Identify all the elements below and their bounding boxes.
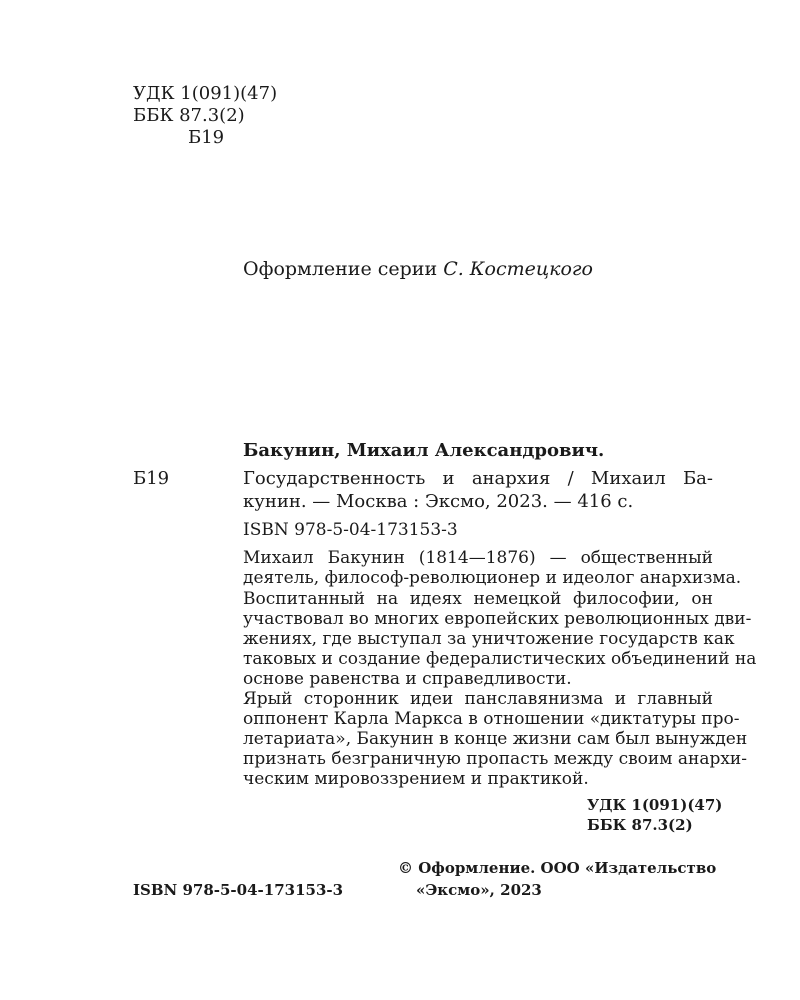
title-line-2: кунин. — Москва : Эксмо, 2023. — 416 с. <box>243 491 634 512</box>
annotation-line: участвовал во многих европейских революционных дви- <box>243 609 752 629</box>
annotation-line: летариата», Бакунин в конце жизни сам был вынужден <box>243 729 748 749</box>
author-heading: Бакунин, Михаил Александрович. <box>243 440 605 461</box>
annotation-line: Ярый сторонник идеи панславянизма и главный <box>243 689 713 709</box>
annotation-line: Михаил Бакунин (1814—1876) — общественный <box>243 548 713 568</box>
title-line-1: Государственность и анархия / Михаил Ба- <box>243 468 713 489</box>
annotation-line: жениях, где выступал за уничтожение государств как <box>243 629 735 649</box>
bbk-code-entry: ББК 87.3(2) <box>587 816 693 834</box>
annotation-line: оппонент Карла Маркса в отношении «диктатуры про- <box>243 709 740 729</box>
copyright-line-1: © Оформление. ООО «Издательство <box>398 859 717 877</box>
series-design-prefix: Оформление серии <box>243 258 438 280</box>
series-designer-name: С. Костецкого <box>443 258 593 280</box>
annotation-line: основе равенства и справедливости. <box>243 669 572 689</box>
copyright-line-2: «Эксмо», 2023 <box>416 881 542 899</box>
annotation-line: Воспитанный на идеях немецкой философии, он <box>243 589 713 609</box>
author-mark-top: Б19 <box>188 127 225 148</box>
udk-code-entry: УДК 1(091)(47) <box>587 796 723 814</box>
annotation-line: признать безграничную пропасть между своим анархи- <box>243 749 747 769</box>
bbk-code-top: ББК 87.3(2) <box>133 105 245 126</box>
annotation-line: деятель, философ-революционер и идеолог анархизма. <box>243 568 742 588</box>
annotation-line: таковых и создание федералистических объединений на <box>243 649 757 669</box>
isbn-entry: ISBN 978-5-04-173153-3 <box>243 520 458 540</box>
series-design-credit <box>243 258 593 280</box>
udk-code-top: УДК 1(091)(47) <box>133 83 278 104</box>
isbn-footer: ISBN 978-5-04-173153-3 <box>133 881 344 899</box>
annotation-line: ческим мировоззрением и практикой. <box>243 769 589 789</box>
author-mark-entry: Б19 <box>133 468 170 489</box>
